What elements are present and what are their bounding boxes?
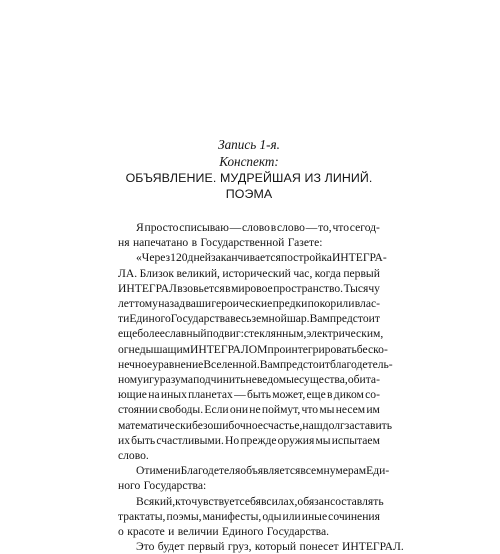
word: безошибочное [191,418,263,432]
word: Государственной [200,236,285,250]
word: долг [322,418,345,432]
word: сегод- [349,221,380,234]
word: то, [318,221,332,234]
chapter-title [118,171,380,202]
word: планетах [188,388,233,402]
word: ваши [185,297,212,311]
word: подвиг: [206,327,244,341]
text-line [118,478,380,493]
chapter-heading [118,136,380,202]
text-line [118,250,387,265]
word: чувствует [191,494,240,508]
word: мы [319,403,335,417]
word: в [260,494,267,508]
word: мировое [231,281,273,295]
word: слово [277,221,305,234]
word: в [270,221,277,234]
word: Это [136,540,155,554]
word: свободы. [158,403,204,417]
word: шар. [286,312,310,326]
word: разума [159,373,194,387]
word: пространство. [273,281,344,295]
word: в [327,388,333,402]
text-line [118,524,380,539]
text-line [118,220,380,235]
word: просто [144,221,179,234]
word: покорили [307,297,355,311]
word: на [148,388,160,402]
word: уравнение [152,357,204,371]
word: не [249,403,261,417]
word: назад [158,297,186,311]
word: величии [177,525,219,539]
word: оды [262,509,282,523]
word: поэмы, [166,509,202,523]
word: обита- [347,373,380,387]
text-line [118,539,404,554]
chapter-title-line: ОБЪЯВЛЕНИЕ. МУДРЕЙШАЯ ИЗ ЛИНИЙ. [125,171,373,185]
word: земной [251,312,287,326]
word: мы [315,433,331,447]
text-line [118,463,390,478]
word: — [305,221,318,234]
word: Если [204,403,229,417]
entry-number: Запись 1-я. [218,137,280,152]
word: что [301,403,319,417]
word: постройка [280,251,332,265]
word: красоте [127,525,165,539]
word: тому [134,297,158,311]
word: о [118,525,124,539]
word: великий, [176,266,220,280]
word: заканчивается [211,251,281,265]
word: Но [225,433,240,447]
word: влас- [354,297,380,311]
text-line [118,509,380,524]
word: слово. [118,449,149,463]
word: Вам [309,312,330,326]
word: Еди- [366,464,390,478]
word: слово [242,221,270,234]
word: счастье, [262,418,303,432]
word: Я [136,221,144,234]
word: будет [157,540,185,554]
word: ющие [118,388,147,402]
word: Близок [139,266,175,280]
text-line [118,281,380,296]
word: когда [314,266,341,280]
word: Государства [170,312,231,326]
word: беско- [356,342,388,356]
word: списываю [179,221,229,234]
word: игу [142,373,160,387]
word: ЛА. [118,266,138,280]
word: диком [333,388,364,402]
word: Тысячу [343,281,380,295]
word: славный [164,327,207,341]
word: нумерам [323,464,367,478]
word: предстоит [279,357,330,371]
word: предки [272,297,308,311]
word: еще [118,327,138,341]
word: который [254,540,297,554]
word: напечатано [132,236,189,250]
word: — [234,388,246,402]
word: имени [149,464,181,478]
word: неведомые [245,373,300,387]
text-line [118,387,380,402]
word: 120 [170,251,188,265]
word: в [225,281,231,295]
text-line [118,357,393,372]
text-line [118,266,380,281]
text-line [118,311,380,326]
word: лет [118,297,134,311]
body-text [118,220,404,554]
word: им [366,403,380,417]
word: Государства: [143,479,207,493]
word: ня [118,236,130,250]
word: математически [118,418,192,432]
text-line [118,433,380,448]
word: оружия [277,433,315,447]
chapter-title-line: ПОЭМА [225,186,273,201]
text-line [118,296,380,311]
word: сочинения [328,509,380,523]
word: ИНТЕГРА- [331,251,387,265]
word: ти [118,312,130,326]
word: их [118,433,131,447]
word: — [229,221,242,234]
text-line [118,326,384,341]
word: От [136,464,150,478]
word: составлять [330,494,384,508]
word: стеклянным, [243,327,307,341]
word: первый [187,540,225,554]
word: что [332,221,350,234]
text-line [118,372,380,387]
word: трактаты, [118,509,166,523]
word: дней [187,251,212,265]
word: Всякий, [136,494,176,508]
word: героические [211,297,273,311]
word: понесет [299,540,339,554]
word: заставить [344,418,393,432]
word: ного [118,479,141,493]
word: быть [246,388,271,402]
word: «Через [136,251,171,265]
word: счастливыми. [156,433,224,447]
word: подчинить [193,373,246,387]
word: прежде [240,433,277,447]
word: может, [272,388,306,402]
word: стоянии [118,403,158,417]
text-line [118,494,384,509]
text-line [118,418,393,433]
word: себя [239,494,261,508]
word: кто [175,494,192,508]
word: иные [301,509,328,523]
word: поймут, [261,403,301,417]
word: в [191,236,198,250]
word: или [282,509,301,523]
word: ИНТЕГРАЛ [118,281,177,295]
text-line [118,235,380,250]
word: весь [230,312,252,326]
word: Благодетеля [180,464,241,478]
word: объявляется [240,464,301,478]
word: час, [293,266,313,280]
word: всем [300,464,324,478]
word: они [229,403,249,417]
text-line [118,448,380,463]
word: благодетель- [329,357,393,371]
word: испытаем [331,433,380,447]
word: быть [131,433,156,447]
word: груз, [227,540,252,554]
summary-label: Конспект: [219,154,279,169]
text-line [118,342,388,357]
word: ИНТЕГРАЛ. [342,540,404,554]
word: электрическим, [306,327,384,341]
word: и [168,525,175,539]
word: ИНТЕГРАЛОМ [189,342,268,356]
word: обязан [297,494,331,508]
word: силах, [266,494,298,508]
word: взовьется [177,281,225,295]
word: предстоит [329,312,380,326]
word: огнедышащим [118,342,190,356]
word: Государства. [266,525,330,539]
word: проинтегрировать [267,342,357,356]
word: Газете: [287,236,323,250]
word: нечное [118,357,153,371]
word: несем [335,403,366,417]
word: Вам [259,357,280,371]
word: иных [160,388,187,402]
word: исторический [222,266,291,280]
word: Вселенной. [203,357,260,371]
word: первый [343,266,380,280]
word: Единого [221,525,264,539]
word: со- [365,388,380,402]
word: существа, [299,373,348,387]
text-line [118,402,380,417]
word: наш [302,418,323,432]
word: ному [118,373,143,387]
word: Единого [129,312,171,326]
word: более [137,327,165,341]
word: манифесты, [202,509,262,523]
word: еще [306,388,326,402]
